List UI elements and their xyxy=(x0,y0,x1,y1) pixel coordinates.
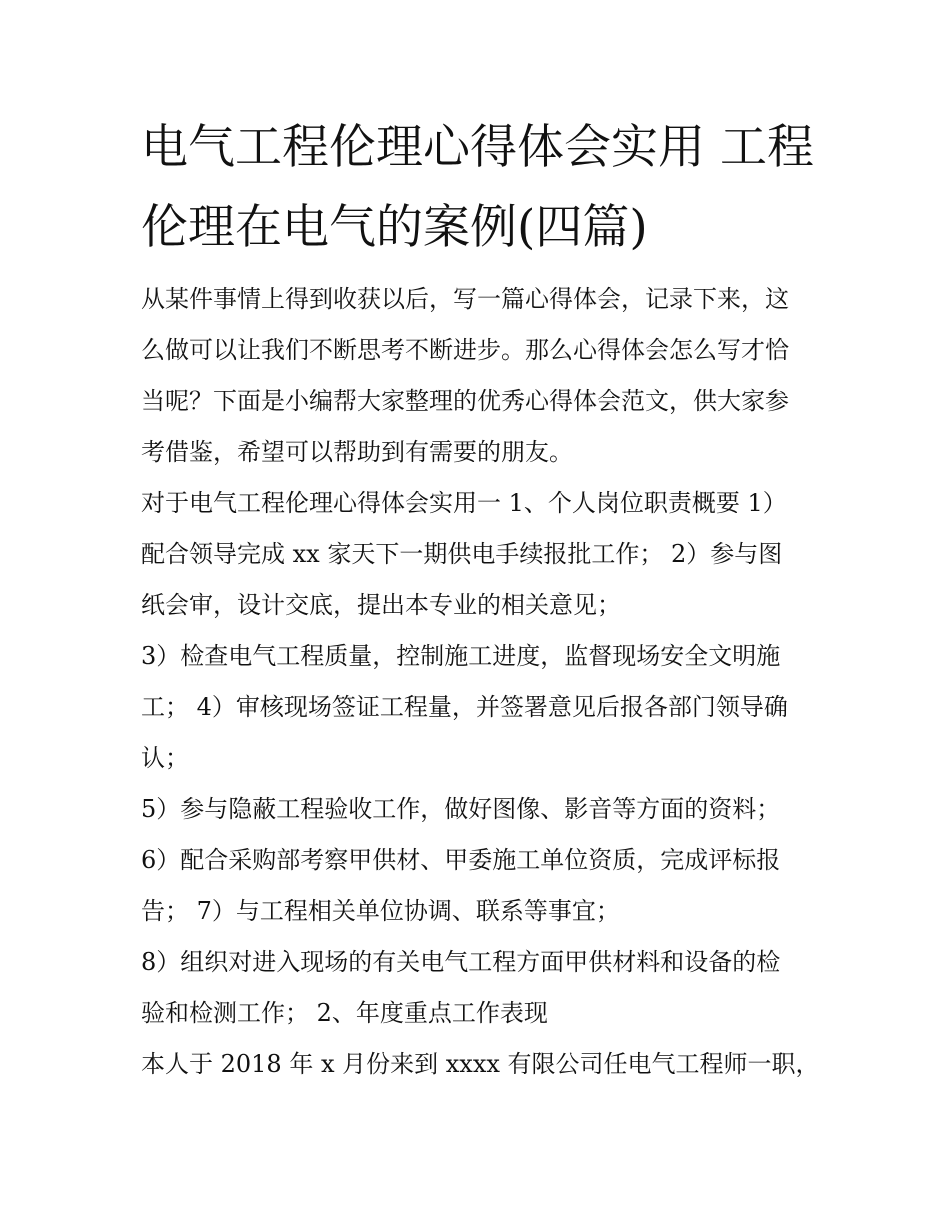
body-line: 从某件事情上得到收获以后，写一篇心得体会，记录下来，这 xyxy=(141,285,789,313)
body-line: 当呢？下面是小编帮大家整理的优秀心得体会范文，供大家参 xyxy=(141,387,789,415)
body-line: 3）检查电气工程质量，控制施工进度，监督现场安全文明施 xyxy=(141,642,781,670)
body-line: 验和检测工作； 2、年度重点工作表现 xyxy=(141,999,548,1027)
body-line: 6）配合采购部考察甲供材、甲委施工单位资质，完成评标报 xyxy=(141,846,781,874)
body-line: 告； 7）与工程相关单位协调、联系等事宜； xyxy=(141,897,620,925)
body-line: 8）组织对进入现场的有关电气工程方面甲供材料和设备的检 xyxy=(141,948,781,976)
body-line: 考借鉴，希望可以帮助到有需要的朋友。 xyxy=(141,438,573,466)
body-line: 纸会审，设计交底，提出本专业的相关意见； xyxy=(141,591,621,619)
body-line: 配合领导完成 xx 家天下一期供电手续报批工作； 2）参与图 xyxy=(141,540,783,568)
document-title: 电气工程伦理心得体会实用 工程伦理在电气的案例(四篇) xyxy=(141,120,814,255)
body-line: 工； 4）审核现场签证工程量，并签署意见后报各部门领导确 xyxy=(141,693,788,721)
body-line: 本人于 2018 年 x 月份来到 xxxx 有限公司任电气工程师一职， xyxy=(141,1050,820,1078)
body-line: 么做可以让我们不断思考不断进步。那么心得体会怎么写才恰 xyxy=(141,336,789,364)
body-line: 对于电气工程伦理心得体会实用一 1、个人岗位职责概要 1） xyxy=(141,489,787,517)
body-line: 5）参与隐蔽工程验收工作，做好图像、影音等方面的资料； xyxy=(141,795,781,823)
body-line: 认； xyxy=(141,744,189,772)
